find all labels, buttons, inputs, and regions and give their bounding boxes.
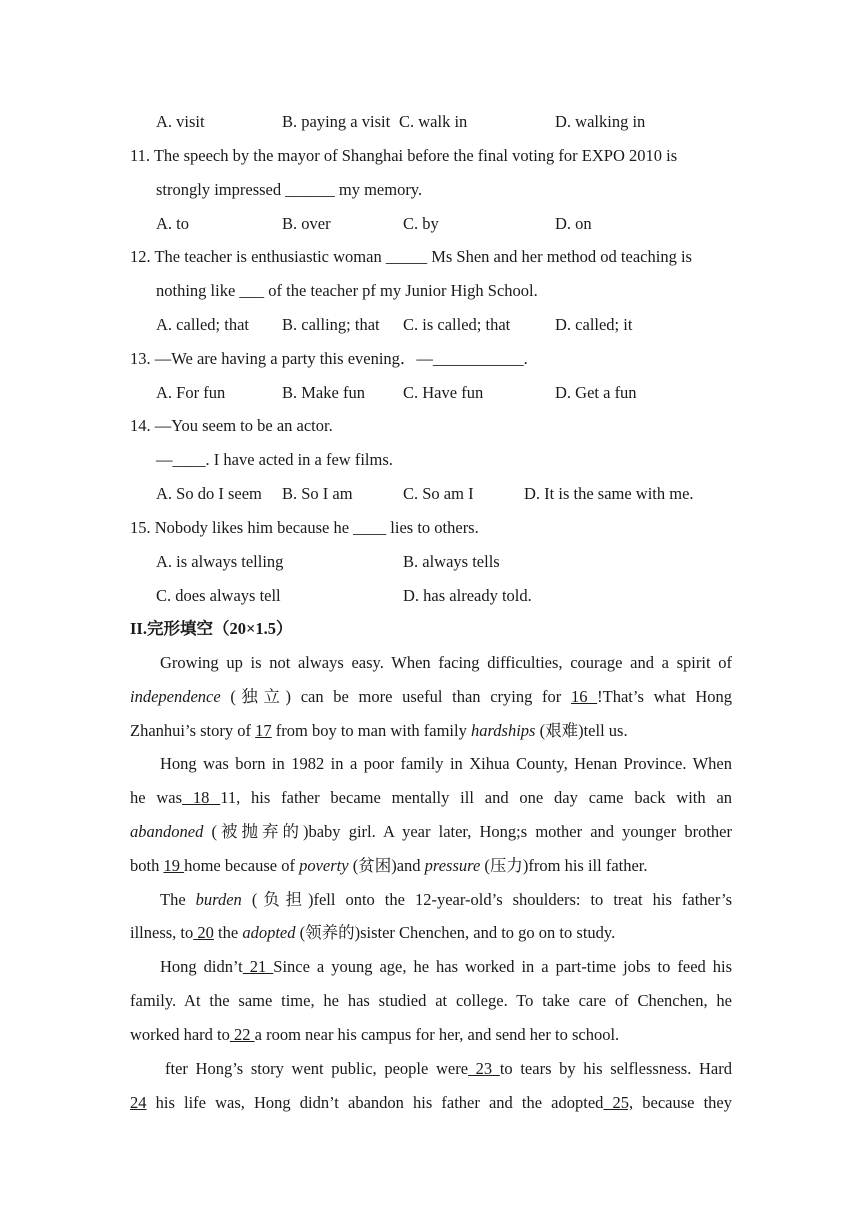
blank-24: 24 <box>130 1093 147 1112</box>
italic-term: adopted <box>242 923 296 942</box>
text-run: to tears by his selflessness. Hard <box>499 1059 732 1078</box>
blank-25: 25, <box>603 1093 634 1112</box>
blank-18: 18 <box>182 788 221 807</box>
q11-option-a: A. to <box>156 214 189 233</box>
italic-term: independence <box>130 687 221 706</box>
passage-p5-line2 <box>130 1093 732 1113</box>
text-run: (被抛弃的)baby girl. A year later, Hong;s mother and younger brother <box>203 822 732 841</box>
q12-stem-line2: nothing like ___ of the teacher pf my Junior High School. <box>156 281 538 300</box>
text-run: The <box>160 890 196 909</box>
q12-stem-line1: 12. The teacher is enthusiastic woman _____ Ms Shen and her method od teaching is <box>130 247 692 266</box>
q13-option-b: B. Make fun <box>282 383 365 402</box>
passage-p4-line3 <box>130 1025 619 1045</box>
passage-p2-line2 <box>130 788 732 808</box>
text-run: (艰难)tell us. <box>535 721 628 740</box>
passage-p2-line4 <box>130 856 648 876</box>
text-run: Growing up is not always easy. When facing difficulties, courage and a spirit of <box>160 653 732 672</box>
passage-p2-line1 <box>130 754 732 774</box>
q11-option-c: C. by <box>403 214 439 233</box>
blank-23: 23 <box>468 1059 500 1078</box>
passage-p3-line1 <box>130 890 732 910</box>
passage-p1-line3 <box>130 721 628 741</box>
passage-p4-line2 <box>130 991 732 1011</box>
q13-option-c: C. Have fun <box>403 383 484 402</box>
passage-p3-line2 <box>130 923 615 943</box>
q11-option-b: B. over <box>282 214 331 233</box>
q12-option-b: B. calling; that <box>282 315 380 334</box>
q12-option-c: C. is called; that <box>403 315 511 334</box>
text-run: worked hard to <box>130 1025 230 1044</box>
q11-stem-line2: strongly impressed ______ my memory. <box>156 180 423 199</box>
text-run: !That’s what Hong <box>597 687 732 706</box>
q14-stem-line2: —____. I have acted in a few films. <box>156 450 393 469</box>
blank-22: 22 <box>229 1025 255 1044</box>
text-run: fter Hong’s story went public, people were <box>165 1059 469 1078</box>
passage-p1-line1 <box>130 653 732 673</box>
q15-option-b: B. always tells <box>403 552 500 571</box>
blank-21: 21 <box>242 957 274 976</box>
text-run: Zhanhui’s story of <box>130 721 256 740</box>
text-run: a room near his campus for her, and send her to school. <box>254 1025 620 1044</box>
blank-20: 20 <box>193 923 214 942</box>
q13-option-d: D. Get a fun <box>555 383 637 402</box>
text-run: 11, his father became mentally ill and one day came back with an <box>220 788 733 807</box>
q14-option-a: A. So do I seem <box>156 484 262 503</box>
q14-option-b: B. So I am <box>282 484 353 503</box>
text-run: (负担)fell onto the 12-year-old’s shoulders: to treat his father’s <box>241 890 732 909</box>
text-run: home because of <box>184 856 300 875</box>
q14-stem-line1: 14. —You seem to be an actor. <box>130 416 333 435</box>
text-run: (领养的)sister Chenchen, and to go on to study. <box>295 923 616 942</box>
passage-p5-line1 <box>130 1059 732 1079</box>
blank-17: 17 <box>255 721 272 740</box>
italic-term: poverty <box>299 856 349 875</box>
q15-option-c: C. does always tell <box>156 586 281 605</box>
q13-stem: 13. —We are having a party this evening．—___________. <box>130 349 528 368</box>
text-run: (贫困)and <box>348 856 425 875</box>
text-run: from boy to man with family <box>271 721 471 740</box>
passage-p2-line3 <box>130 822 732 842</box>
text-run: because they <box>633 1093 733 1112</box>
passage-p1-line2 <box>130 687 732 707</box>
q14-option-d: D. It is the same with me. <box>524 484 694 503</box>
q15-option-a: A. is always telling <box>156 552 284 571</box>
q10-option-d: D. walking in <box>555 112 646 131</box>
italic-term: burden <box>195 890 242 909</box>
text-run: illness, to <box>130 923 194 942</box>
q11-option-d: D. on <box>555 214 592 233</box>
blank-19: 19 <box>163 856 185 875</box>
blank-16: 16 <box>570 687 598 706</box>
text-run: (独立) can be more useful than crying for <box>220 687 571 706</box>
q10-option-c: C. walk in <box>399 112 468 131</box>
q15-option-d: D. has already told. <box>403 586 532 605</box>
text-run: Hong didn’t <box>160 957 243 976</box>
section-heading-cloze: II.完形填空（20×1.5） <box>130 619 293 638</box>
text-run: his life was, Hong didn’t abandon his father and the adopted <box>146 1093 604 1112</box>
q12-option-a: A. called; that <box>156 315 250 334</box>
q10-option-b: B. paying a visit <box>282 112 391 131</box>
italic-term: pressure <box>424 856 481 875</box>
q10-option-a: A. visit <box>156 112 205 131</box>
text-run: he was <box>130 788 183 807</box>
q15-stem: 15. Nobody likes him because he ____ lies to others. <box>130 518 479 537</box>
text-run: family. At the same time, he has studied at college. To take care of Chenchen, he <box>130 991 732 1010</box>
text-run: Hong was born in 1982 in a poor family in Xihua County, Henan Province. When <box>160 754 732 773</box>
text-run: both <box>130 856 164 875</box>
passage-p4-line1 <box>130 957 732 977</box>
text-run: the <box>213 923 243 942</box>
italic-term: hardships <box>470 721 536 740</box>
q12-option-d: D. called; it <box>555 315 633 334</box>
q14-option-c: C. So am I <box>403 484 474 503</box>
q11-stem-line1: 11. The speech by the mayor of Shanghai before the final voting for EXPO 2010 is <box>130 146 678 165</box>
italic-term: abandoned <box>130 822 204 841</box>
text-run: (压力)from his ill father. <box>480 856 648 875</box>
q13-option-a: A. For fun <box>156 383 226 402</box>
text-run: Since a young age, he has worked in a part-time jobs to feed his <box>273 957 733 976</box>
